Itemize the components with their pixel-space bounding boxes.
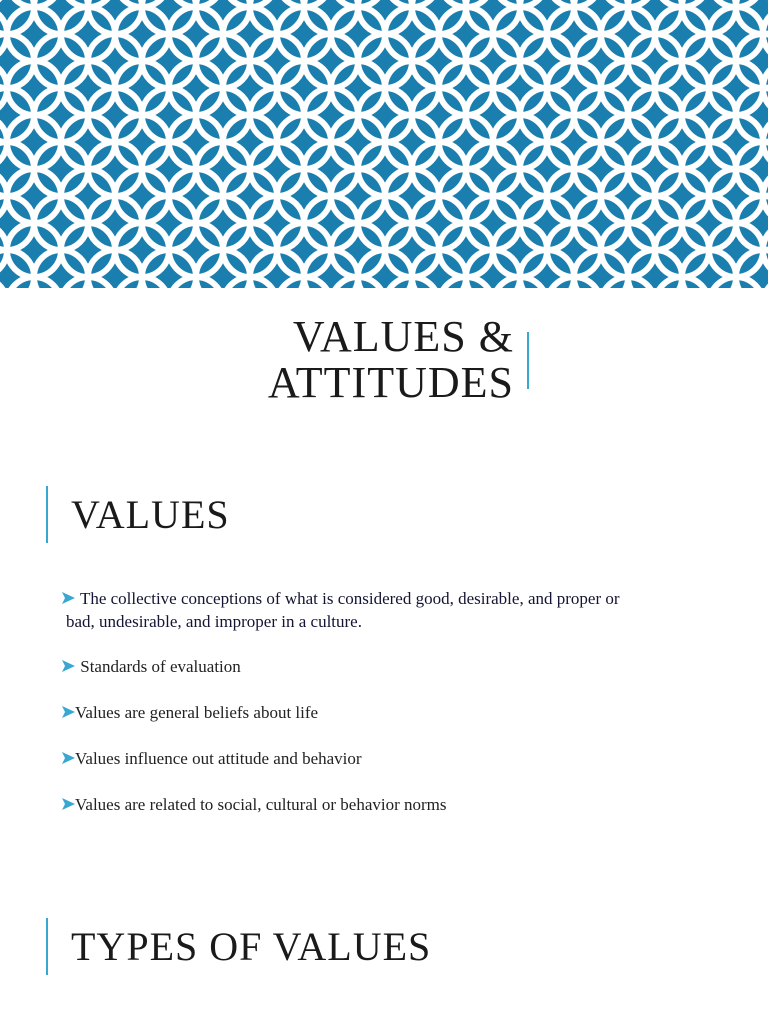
title-accent-bar bbox=[527, 332, 529, 389]
list-item bbox=[62, 655, 722, 678]
bullet-text: Values are related to social, cultural or behavior norms bbox=[75, 795, 447, 814]
title-line-2: ATTITUDES bbox=[267, 358, 514, 407]
values-bullet-list bbox=[62, 587, 722, 816]
bullet-text: Values are general beliefs about life bbox=[75, 703, 319, 722]
list-item bbox=[62, 793, 722, 816]
values-accent-bar bbox=[46, 486, 48, 543]
bullet-text: The collective conceptions of what is considered good, desirable, and proper or bbox=[79, 589, 620, 608]
interlocking-circles-pattern bbox=[0, 0, 768, 288]
pattern-banner bbox=[0, 0, 768, 288]
slide-title bbox=[230, 314, 514, 406]
title-line-1: VALUES & bbox=[292, 312, 514, 361]
arrow-right-icon bbox=[62, 798, 75, 810]
values-heading: VALUES bbox=[71, 492, 230, 537]
bullet-text: Standards of evaluation bbox=[80, 657, 241, 676]
arrow-right-icon bbox=[62, 706, 75, 718]
types-accent-bar bbox=[46, 918, 48, 975]
list-item bbox=[62, 747, 722, 770]
arrow-right-icon bbox=[62, 660, 75, 672]
bullet-text: Values influence out attitude and behavior bbox=[75, 749, 362, 768]
list-item bbox=[62, 587, 722, 633]
bullet-text-continued: bad, undesirable, and improper in a culture. bbox=[66, 612, 362, 631]
list-item bbox=[62, 701, 722, 724]
arrow-right-icon bbox=[62, 592, 75, 604]
types-heading: TYPES OF VALUES bbox=[71, 924, 432, 969]
arrow-right-icon bbox=[62, 752, 75, 764]
